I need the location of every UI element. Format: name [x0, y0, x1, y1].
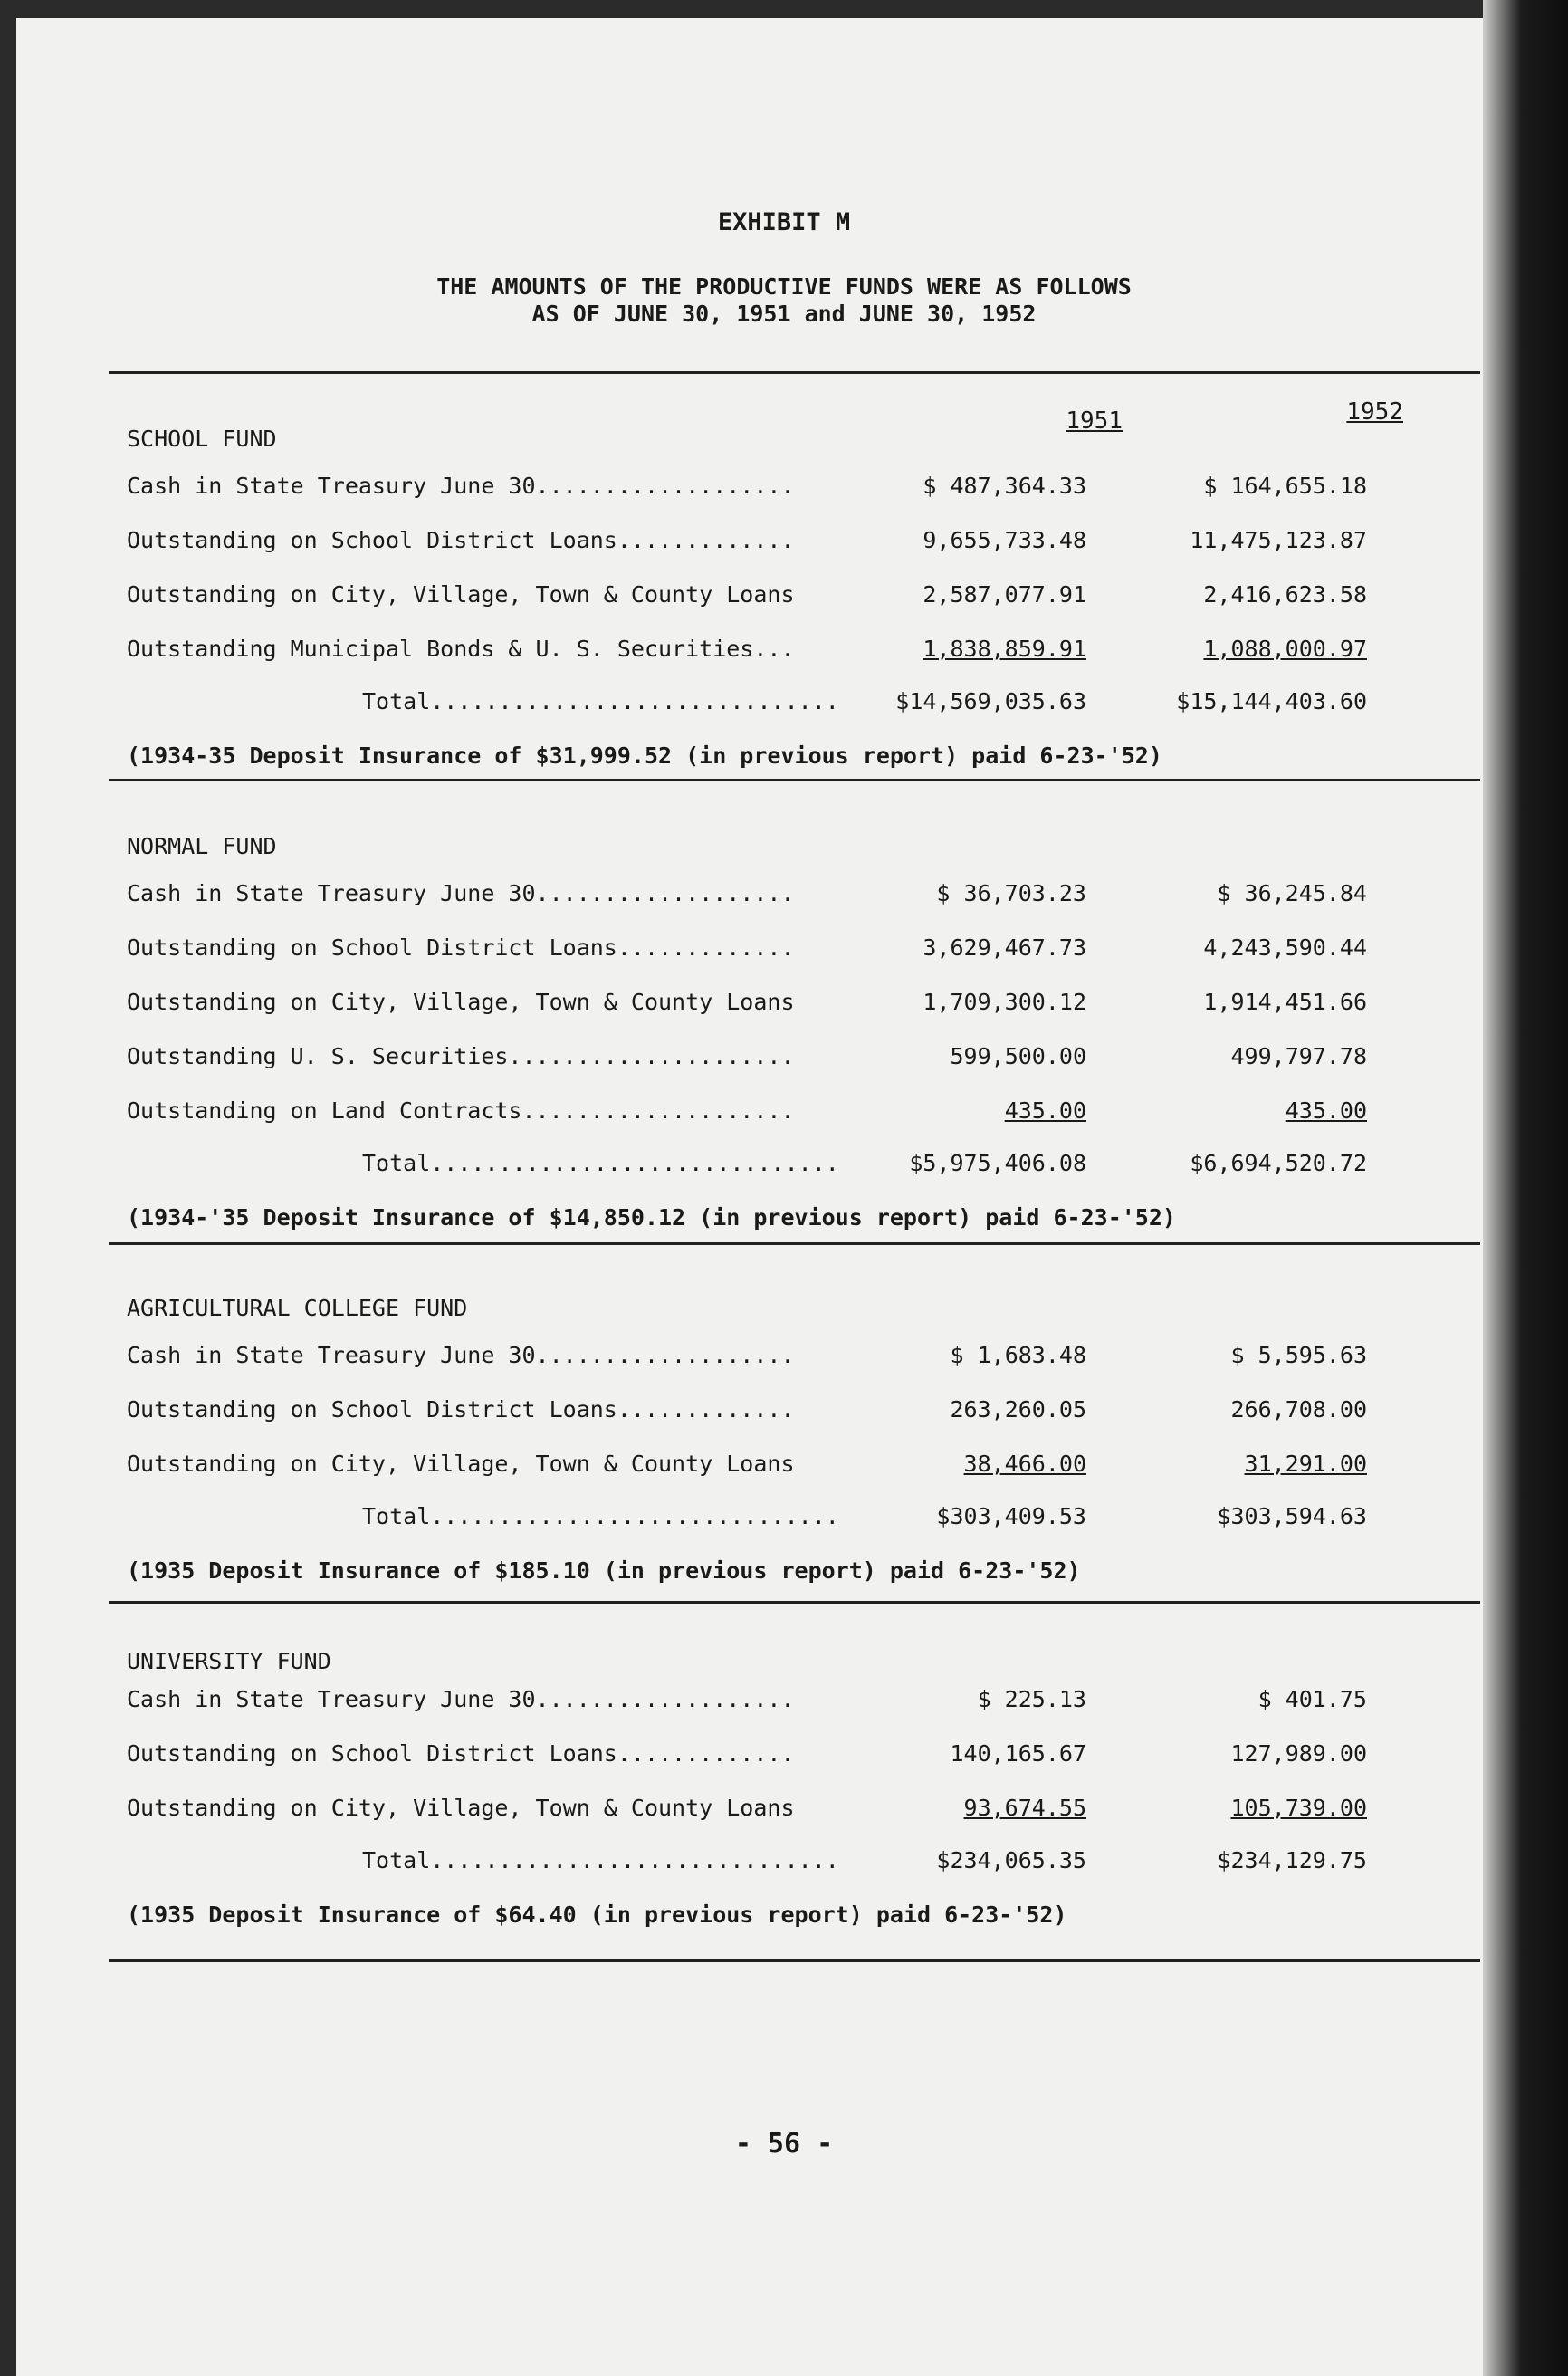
- value-1951: 38,466.00: [963, 1451, 1086, 1477]
- value-1952: 2,416,623.58: [1203, 581, 1367, 608]
- value-1951: 93,674.55: [963, 1795, 1086, 1821]
- column-header-1951: 1951: [1066, 407, 1123, 435]
- table-row: [127, 1043, 1476, 1079]
- value-1951: 435.00: [1004, 1097, 1086, 1124]
- row-label: Outstanding on City, Village, Town & County Loans: [127, 1795, 795, 1821]
- value-1951: 140,165.67: [950, 1740, 1086, 1767]
- value-1952: 1,088,000.97: [1203, 636, 1367, 662]
- document-title: [0, 273, 1568, 328]
- value-1951: 1,838,859.91: [923, 636, 1086, 662]
- row-label: Cash in State Treasury June 30...................: [127, 473, 795, 499]
- row-label: Outstanding on School District Loans.............: [127, 1396, 795, 1423]
- value-1952: $ 36,245.84: [1217, 880, 1367, 906]
- table-row: [127, 1097, 1476, 1134]
- row-label: Cash in State Treasury June 30...................: [127, 1686, 795, 1712]
- value-1951: $ 487,364.33: [923, 473, 1086, 499]
- value-1952: 11,475,123.87: [1190, 527, 1367, 553]
- total-1951: $5,975,406.08: [909, 1150, 1086, 1176]
- section-rule: [109, 1601, 1480, 1604]
- total-row: [127, 1503, 1476, 1539]
- total-1951: $234,065.35: [936, 1847, 1086, 1873]
- total-row: [127, 1150, 1476, 1186]
- row-label: Outstanding on City, Village, Town & County Loans: [127, 989, 795, 1015]
- table-row: [127, 1795, 1476, 1831]
- row-label: Outstanding Municipal Bonds & U. S. Securities...: [127, 636, 795, 662]
- row-label: Outstanding on School District Loans.............: [127, 1740, 795, 1767]
- value-1951: $ 36,703.23: [936, 880, 1086, 906]
- section-rule: [109, 1959, 1480, 1962]
- row-label: Outstanding U. S. Securities.....................: [127, 1043, 795, 1069]
- value-1952: 266,708.00: [1230, 1396, 1367, 1423]
- value-1952: 127,989.00: [1230, 1740, 1367, 1767]
- row-label: Outstanding on Land Contracts....................: [127, 1097, 795, 1124]
- table-row: [127, 527, 1476, 563]
- value-1951: 599,500.00: [950, 1043, 1086, 1069]
- total-row: [127, 1847, 1476, 1883]
- table-row: [127, 581, 1476, 618]
- deposit-note: (1934-35 Deposit Insurance of $31,999.52 (in previous report) paid 6-23-'52): [127, 742, 1162, 769]
- table-row: [127, 880, 1476, 916]
- value-1951: 3,629,467.73: [923, 934, 1086, 961]
- table-row: [127, 636, 1476, 672]
- title-line-2: AS OF JUNE 30, 1951 and JUNE 30, 1952: [531, 301, 1037, 327]
- total-label: Total..............................: [362, 688, 839, 714]
- title-line-1: THE AMOUNTS OF THE PRODUCTIVE FUNDS WERE AS FOLLOWS: [436, 273, 1132, 300]
- deposit-note: (1935 Deposit Insurance of $185.10 (in previous report) paid 6-23-'52): [127, 1557, 1081, 1584]
- fund-name: SCHOOL FUND: [127, 426, 277, 452]
- table-row: [127, 989, 1476, 1025]
- table-row: [127, 1740, 1476, 1777]
- table-row: [127, 1396, 1476, 1432]
- row-label: Cash in State Treasury June 30...................: [127, 1342, 795, 1368]
- table-row: [127, 1451, 1476, 1487]
- row-label: Outstanding on City, Village, Town & County Loans: [127, 581, 795, 608]
- exhibit-label: EXHIBIT M: [717, 208, 851, 236]
- value-1952: $ 164,655.18: [1203, 473, 1367, 499]
- value-1952: 105,739.00: [1230, 1795, 1367, 1821]
- value-1952: 4,243,590.44: [1203, 934, 1367, 961]
- section-rule: [109, 779, 1480, 781]
- value-1951: $ 1,683.48: [950, 1342, 1086, 1368]
- table-row: [127, 473, 1476, 509]
- value-1952: $ 401.75: [1257, 1686, 1367, 1712]
- table-row: [127, 934, 1476, 971]
- total-1951: $14,569,035.63: [895, 688, 1086, 714]
- total-1952: $234,129.75: [1217, 1847, 1367, 1873]
- table-row: [127, 1686, 1476, 1722]
- header-rule: [109, 371, 1480, 374]
- section-rule: [109, 1242, 1480, 1245]
- row-label: Outstanding on School District Loans.............: [127, 934, 795, 961]
- column-header-1952: 1952: [1346, 398, 1403, 426]
- total-1951: $303,409.53: [936, 1503, 1086, 1529]
- value-1952: 1,914,451.66: [1203, 989, 1367, 1015]
- value-1952: $ 5,595.63: [1230, 1342, 1367, 1368]
- value-1951: 2,587,077.91: [923, 581, 1086, 608]
- total-label: Total..............................: [362, 1847, 839, 1873]
- fund-name: UNIVERSITY FUND: [127, 1648, 331, 1674]
- value-1951: 263,260.05: [950, 1396, 1086, 1423]
- deposit-note: (1934-'35 Deposit Insurance of $14,850.12 (in previous report) paid 6-23-'52): [127, 1204, 1176, 1231]
- value-1951: $ 225.13: [977, 1686, 1086, 1712]
- total-1952: $6,694,520.72: [1190, 1150, 1367, 1176]
- page-number: - 56 -: [734, 2128, 834, 2160]
- fund-name: AGRICULTURAL COLLEGE FUND: [127, 1295, 468, 1321]
- fund-name: NORMAL FUND: [127, 833, 277, 859]
- total-label: Total..............................: [362, 1150, 839, 1176]
- total-row: [127, 688, 1476, 724]
- value-1952: 31,291.00: [1244, 1451, 1367, 1477]
- table-row: [127, 1342, 1476, 1378]
- total-1952: $303,594.63: [1217, 1503, 1367, 1529]
- row-label: Outstanding on City, Village, Town & County Loans: [127, 1451, 795, 1477]
- value-1952: 435.00: [1285, 1097, 1367, 1124]
- value-1951: 9,655,733.48: [923, 527, 1086, 553]
- total-label: Total..............................: [362, 1503, 839, 1529]
- deposit-note: (1935 Deposit Insurance of $64.40 (in previous report) paid 6-23-'52): [127, 1902, 1067, 1928]
- total-1952: $15,144,403.60: [1176, 688, 1367, 714]
- row-label: Cash in State Treasury June 30...................: [127, 880, 795, 906]
- value-1951: 1,709,300.12: [923, 989, 1086, 1015]
- row-label: Outstanding on School District Loans.............: [127, 527, 795, 553]
- page-edge-shadow: [1483, 0, 1568, 2376]
- value-1952: 499,797.78: [1230, 1043, 1367, 1069]
